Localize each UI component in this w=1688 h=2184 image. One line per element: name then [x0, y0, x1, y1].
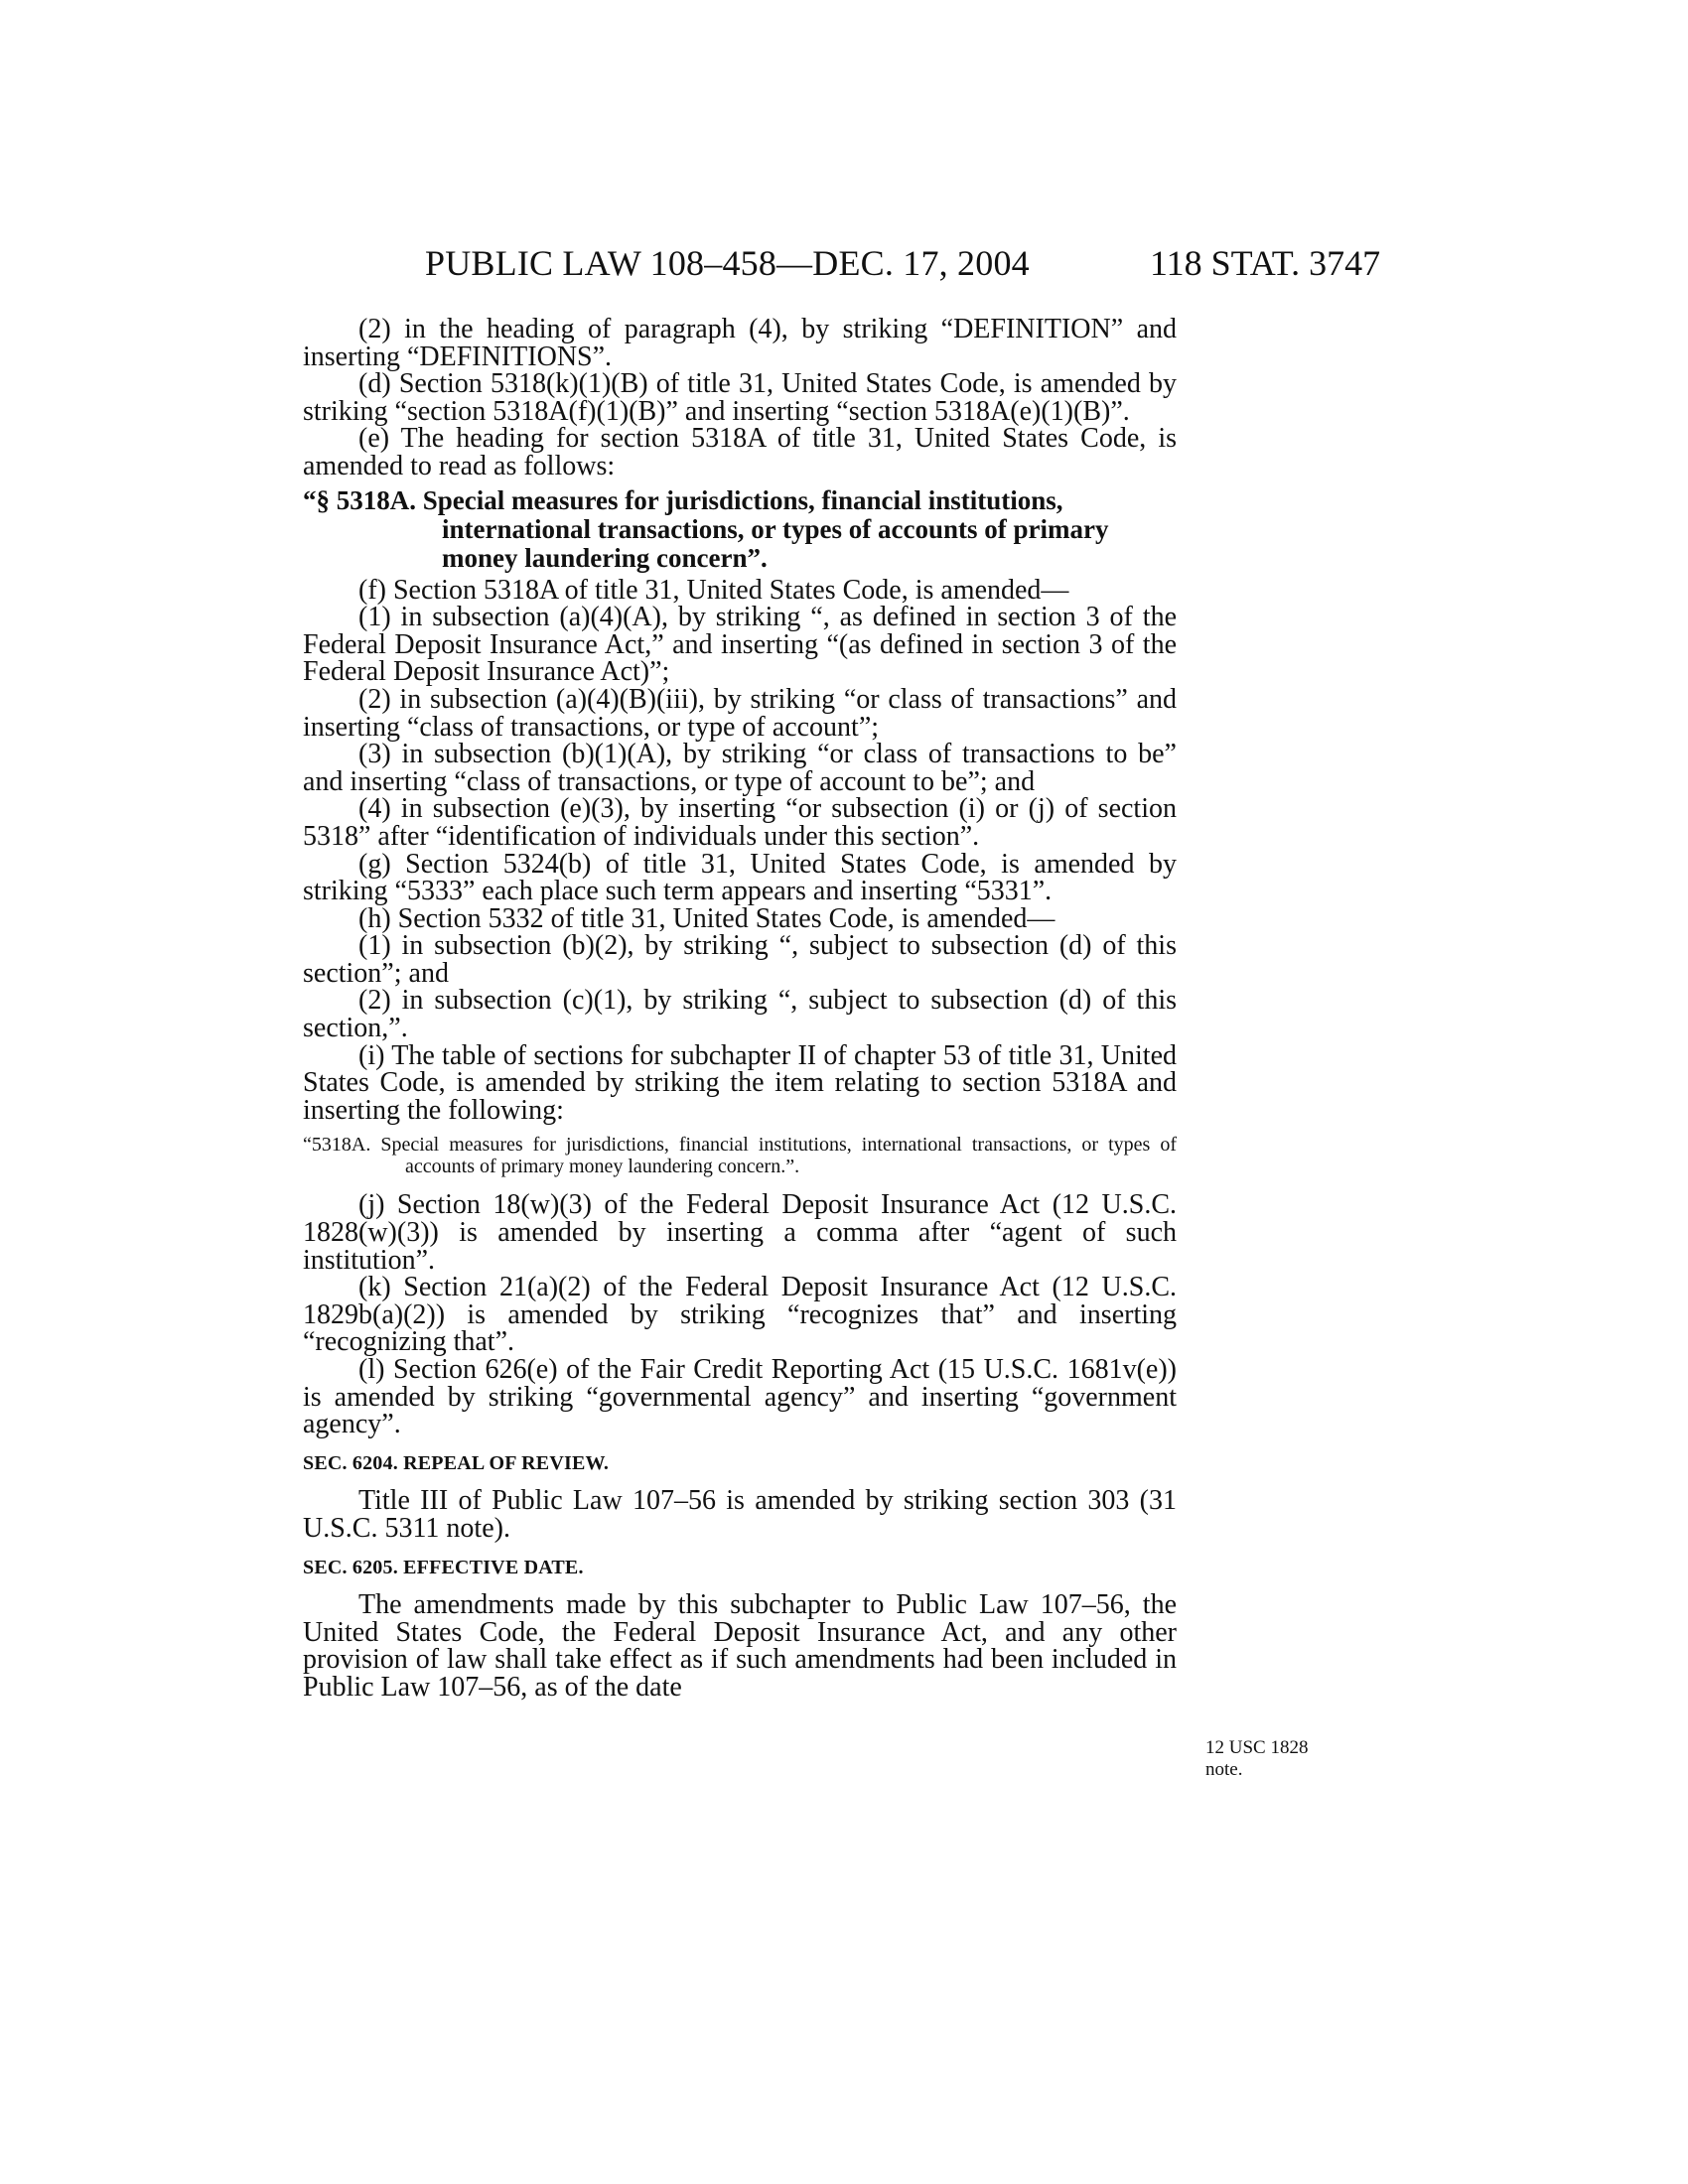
margin-note-usc: 12 USC 1828 note. — [1205, 1737, 1309, 1780]
paragraph-k: (k) Section 21(a)(2) of the Federal Deposit Insurance Act (12 U.S.C. 1829b(a)(2)) is amended by striking “recognizes that” and inserting “recognizing that”. — [303, 1272, 1177, 1358]
paragraph-f-1: (1) in subsection (a)(4)(A), by striking “, as defined in section 3 of the Federal Deposit Insurance Act,” and inserting “(as defined in section 3 of the Federal Deposit Insurance Act)”; — [303, 602, 1177, 688]
main-text-column — [303, 316, 1177, 1702]
section-6204-text: Title III of Public Law 107–56 is amended by striking section 303 (31 U.S.C. 5311 note). — [303, 1485, 1177, 1544]
page-header-title: PUBLIC LAW 108–458—DEC. 17, 2004 — [425, 243, 1030, 283]
paragraph-f: (f) Section 5318A of title 31, United States Code, is amended— — [358, 574, 1069, 606]
page-header-stat: 118 STAT. 3747 — [1150, 243, 1381, 283]
section-6204-title: SEC. 6204. REPEAL OF REVIEW. — [303, 1451, 610, 1474]
paragraph-e: (e) The heading for section 5318A of title 31, United States Code, is amended to read as follows: — [303, 423, 1177, 481]
paragraph-i: (i) The table of sections for subchapter II of chapter 53 of title 31, United States Code, is amended by striking the item relating to section 5318A and inserting the following: — [303, 1039, 1177, 1126]
paragraph-h: (h) Section 5332 of title 31, United States Code, is amended— — [358, 902, 1055, 934]
section-5318A-heading: “§ 5318A. Special measures for jurisdictions, financial institutions, international transactions, or types of accounts of primary money laundering concern”. — [303, 484, 1109, 573]
section-6205-text: The amendments made by this subchapter to Public Law 107–56, the United States Code, the Federal Deposit Insurance Act, and any other provision of law shall take effect as if such amendments had been included in Public Law 107–56, as of the date — [303, 1589, 1177, 1703]
paragraph-g: (g) Section 5324(b) of title 31, United States Code, is amended by striking “5333” each place such term appears and inserting “5331”. — [303, 848, 1177, 907]
section-6205-title: SEC. 6205. EFFECTIVE DATE. — [303, 1556, 584, 1578]
paragraph-2-heading-amendment: (2) in the heading of paragraph (4), by striking “DEFINITION” and inserting “DEFINITIONS”. — [303, 314, 1177, 372]
paragraph-f-3: (3) in subsection (b)(1)(A), by striking “or class of transactions to be” and inserting “class of transactions, or type of account to be”; and — [303, 739, 1177, 797]
paragraph-h-2: (2) in subsection (c)(1), by striking “, subject to subsection (d) of this section,”. — [303, 985, 1177, 1044]
paragraph-h-1: (1) in subsection (b)(2), by striking “, subject to subsection (d) of this section”; and — [303, 930, 1177, 989]
paragraph-j: (j) Section 18(w)(3) of the Federal Deposit Insurance Act (12 U.S.C. 1828(w)(3)) is amended by inserting a comma after “agent of such institution”. — [303, 1189, 1177, 1276]
paragraph-d: (d) Section 5318(k)(1)(B) of title 31, United States Code, is amended by striking “section 5318A(f)(1)(B)” and inserting “section 5318A(e)(1)(B)”. — [303, 368, 1177, 427]
table-of-sections-item: “5318A. Special measures for jurisdictions, financial institutions, international transactions, or types of accounts of primary money laundering concern.”. — [303, 1134, 1177, 1178]
paragraph-f-2: (2) in subsection (a)(4)(B)(iii), by striking “or class of transactions” and inserting “class of transactions, or type of account”; — [303, 683, 1177, 743]
paragraph-f-4: (4) in subsection (e)(3), by inserting “or subsection (i) or (j) of section 5318” after “identification of individuals under this section”. — [303, 793, 1177, 852]
paragraph-l: (l) Section 626(e) of the Fair Credit Reporting Act (15 U.S.C. 1681v(e)) is amended by striking “governmental agency” and inserting “government agency”. — [303, 1354, 1177, 1440]
